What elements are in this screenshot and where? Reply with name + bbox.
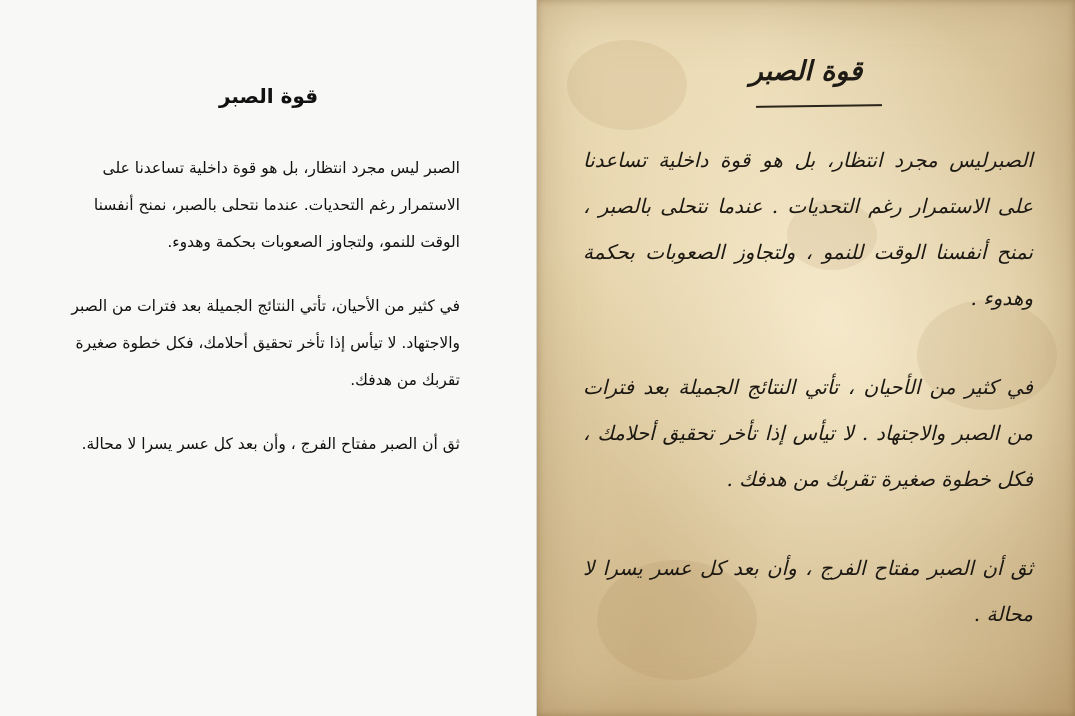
- handwritten-title: قوة الصبر: [749, 56, 863, 87]
- handwritten-paragraph-2: في كثير من الأحيان ، تأتي النتائج الجميلة بعد فترات من الصبر والاجتهاد . لا تيأس إذا تأخر تحقيق أحلامك ، فكل خطوة صغيرة تقربك من هدفك .: [583, 375, 1033, 491]
- typed-text-page: [0, 0, 537, 716]
- handwritten-paragraph-1: الصبرليس مجرد انتظار، بل هو قوة داخلية تساعدنا على الاستمرار رغم التحديات . عندما نتحلى بالصبر ، نمنح أنفسنا الوقت للنمو ، ولتجاوز الصعوبات بحكمة وهدوء .: [583, 148, 1033, 310]
- typed-page-body: [64, 150, 460, 490]
- typed-paragraph-3: ثق أن الصبر مفتاح الفرج ، وأن بعد كل عسر يسرا لا محالة.: [81, 435, 460, 453]
- typed-paragraph-2: في كثير من الأحيان، تأتي النتائج الجميلة بعد فترات من الصبر والاجتهاد. لا تيأس إذا تأخر تحقيق أحلامك، فكل خطوة صغيرة تقربك من هدفك.: [71, 297, 460, 389]
- typed-page-title: قوة الصبر: [218, 84, 319, 108]
- handwritten-paragraph-3: ثق أن الصبر مفتاح الفرج ، وأن بعد كل عسر يسرا لا محالة .: [583, 556, 1033, 626]
- handwritten-body: [583, 137, 1033, 680]
- handwritten-paper-page: [537, 0, 1075, 716]
- title-underline: [756, 104, 882, 108]
- typed-paragraph-1: الصبر ليس مجرد انتظار، بل هو قوة داخلية تساعدنا على الاستمرار رغم التحديات. عندما نتحلى بالصبر، نمنح أنفسنا الوقت للنمو، ولتجاوز الصعوبات بحكمة وهدوء.: [93, 159, 460, 251]
